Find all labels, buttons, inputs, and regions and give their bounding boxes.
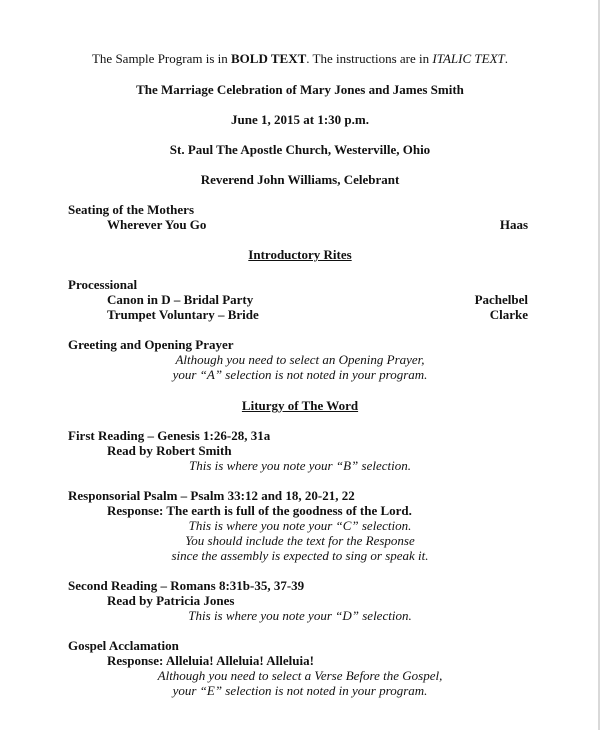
greeting-note: Although you need to select an Opening Prayer, xyxy=(175,352,425,367)
processional-item-composer: Clarke xyxy=(489,307,528,322)
gospel-acclamation-note: your “E” selection is not noted in your program. xyxy=(172,683,428,698)
first-reading-reader: Read by Robert Smith xyxy=(107,443,232,458)
intro-bold-text: BOLD TEXT xyxy=(231,51,307,66)
processional-heading: Processional xyxy=(68,277,138,292)
second-reading-reader: Read by Patricia Jones xyxy=(107,593,235,608)
psalm-note: since the assembly is expected to sing or speak it. xyxy=(171,548,429,563)
psalm-note: This is where you note your “C” selection. xyxy=(188,518,412,533)
gospel-acclamation-note: Although you need to select a Verse Before the Gospel, xyxy=(157,668,443,683)
intro-line xyxy=(0,51,600,66)
intro-text-pre: The Sample Program is in xyxy=(91,51,231,66)
greeting-note: your “A” selection is not noted in your program. xyxy=(172,367,428,382)
section-introductory-rites: Introductory Rites xyxy=(248,247,352,262)
processional-item-composer: Pachelbel xyxy=(474,292,528,307)
seating-heading: Seating of the Mothers xyxy=(68,202,195,217)
intro-italic-text: ITALIC TEXT xyxy=(432,51,505,66)
intro-text-post: . xyxy=(504,51,508,66)
program-celebrant: Reverend John Williams, Celebrant xyxy=(200,172,400,187)
second-reading-heading: Second Reading – Romans 8:31b-35, 37-39 xyxy=(68,578,305,593)
greeting-heading: Greeting and Opening Prayer xyxy=(68,337,234,352)
psalm-note: You should include the text for the Response xyxy=(185,533,415,548)
second-reading-note: This is where you note your “D” selection. xyxy=(188,608,412,623)
program-title: The Marriage Celebration of Mary Jones and James Smith xyxy=(136,82,464,97)
section-liturgy-of-the-word: Liturgy of The Word xyxy=(241,398,359,413)
processional-item-title: Trumpet Voluntary – Bride xyxy=(107,307,259,322)
psalm-response: Response: The earth is full of the goodness of the Lord. xyxy=(107,503,412,518)
first-reading-heading: First Reading – Genesis 1:26-28, 31a xyxy=(68,428,271,443)
seating-composer: Haas xyxy=(499,217,528,232)
program-date: June 1, 2015 at 1:30 p.m. xyxy=(231,112,369,127)
gospel-acclamation-response: Response: Alleluia! Alleluia! Alleluia! xyxy=(107,653,314,668)
program-church: St. Paul The Apostle Church, Westerville, Ohio xyxy=(169,142,431,157)
gospel-acclamation-heading: Gospel Acclamation xyxy=(68,638,179,653)
processional-item-title: Canon in D – Bridal Party xyxy=(107,292,254,307)
first-reading-note: This is where you note your “B” selection. xyxy=(189,458,411,473)
intro-text-mid: . The instructions are in xyxy=(306,51,433,66)
psalm-heading: Responsorial Psalm – Psalm 33:12 and 18, 20-21, 22 xyxy=(68,488,355,503)
seating-song: Wherever You Go xyxy=(107,217,207,232)
